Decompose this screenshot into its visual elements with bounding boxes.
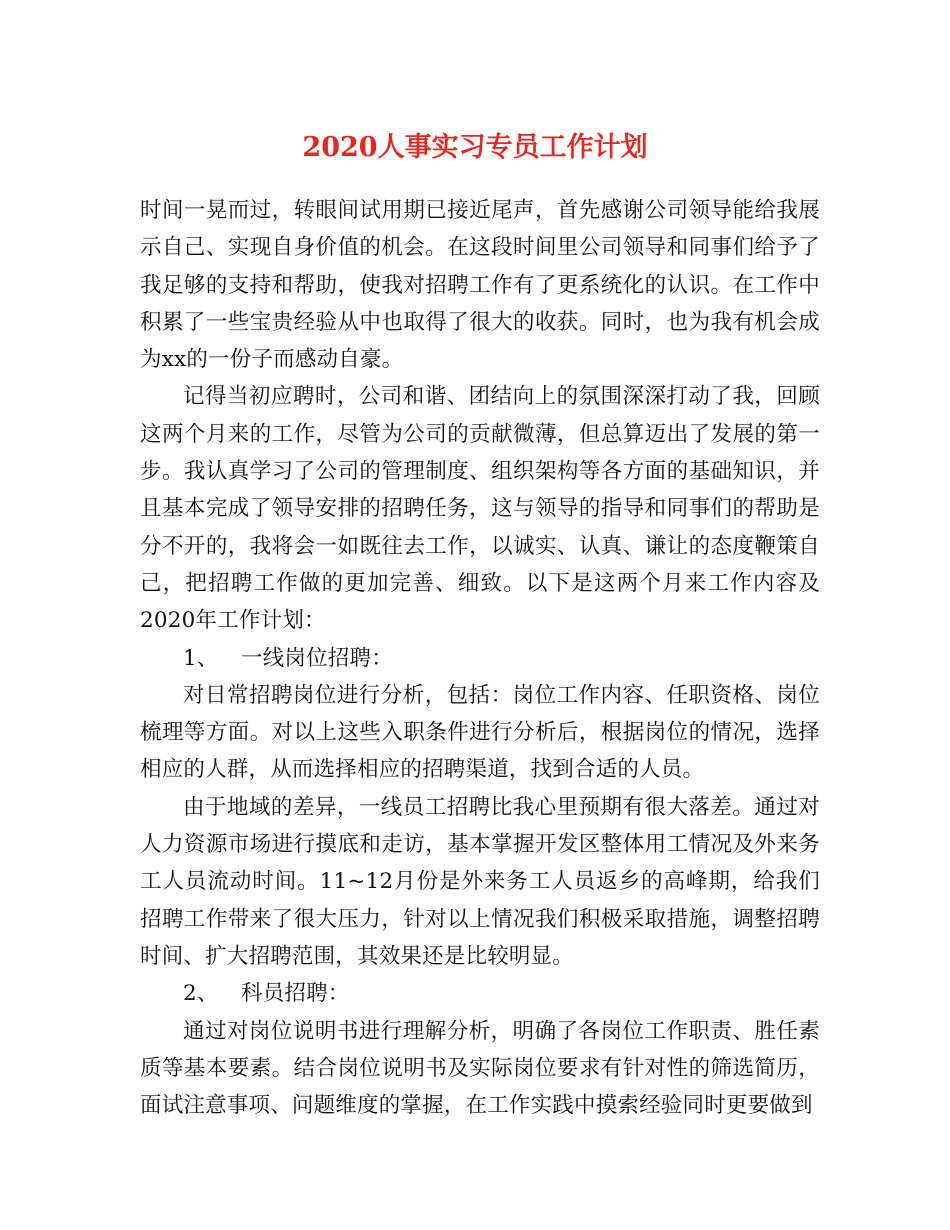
document-body xyxy=(140,192,820,1124)
section-1-title: 一线岗位招聘： xyxy=(241,645,393,671)
section-2-title: 科员招聘： xyxy=(241,981,350,1007)
section-2-paragraph: 通过对岗位说明书进行理解分析，明确了各岗位工作职责、胜任素质等基本要素。结合岗位说明书及实际岗位要求有针对性的筛选简历，面试注意事项、问题维度的掌握，在工作实践中摸索经验同时更要做到 xyxy=(140,1018,820,1119)
section-2-heading xyxy=(140,975,820,1012)
section-1-number: 1、 xyxy=(183,645,219,671)
section-1-paragraph: 对日常招聘岗位进行分析，包括：岗位工作内容、任职资格、岗位梳理等方面。对以上这些入职条件进行分析后，根据岗位的情况，选择相应的人群，从而选择相应的招聘渠道，找到合适的人员。 xyxy=(140,682,820,783)
section-2-number: 2、 xyxy=(183,981,219,1007)
paragraph-intro: 时间一晃而过，转眼间试用期已接近尾声，首先感谢公司领导能给我展示自己、实现自身价值的机会。在这段时间里公司领导和同事们给予了我足够的支持和帮助，使我对招聘工作有了更系统化的认识。在工作中积累了一些宝贵经验从中也取得了很大的收获。同时，也为我有机会成为xx的一份子而感动自豪。 xyxy=(140,198,820,373)
paragraph-review: 记得当初应聘时，公司和谐、团结向上的氛围深深打动了我，回顾这两个月来的工作，尽管为公司的贡献微薄，但总算迈出了发展的第一步。我认真学习了公司的管理制度、组织架构等各方面的基础知识，并且基本完成了领导安排的招聘任务，这与领导的指导和同事们的帮助是分不开的，我将会一如既往去工作，以诚实、认真、谦让的态度鞭策自己，把招聘工作做的更加完善、细致。以下是这两个月来工作内容及2020年工作计划： xyxy=(140,384,820,634)
section-1-heading xyxy=(140,640,820,677)
document-title: 2020人事实习专员工作计划 xyxy=(302,132,648,163)
section-1-paragraph: 由于地域的差异，一线员工招聘比我心里预期有很大落差。通过对人力资源市场进行摸底和走访，基本掌握开发区整体用工情况及外来务工人员流动时间。11~12月份是外来务工人员返乡的高峰期，给我们招聘工作带来了很大压力，针对以上情况我们积极采取措施，调整招聘时间、扩大招聘范围，其效果还是比较明显。 xyxy=(140,794,820,969)
